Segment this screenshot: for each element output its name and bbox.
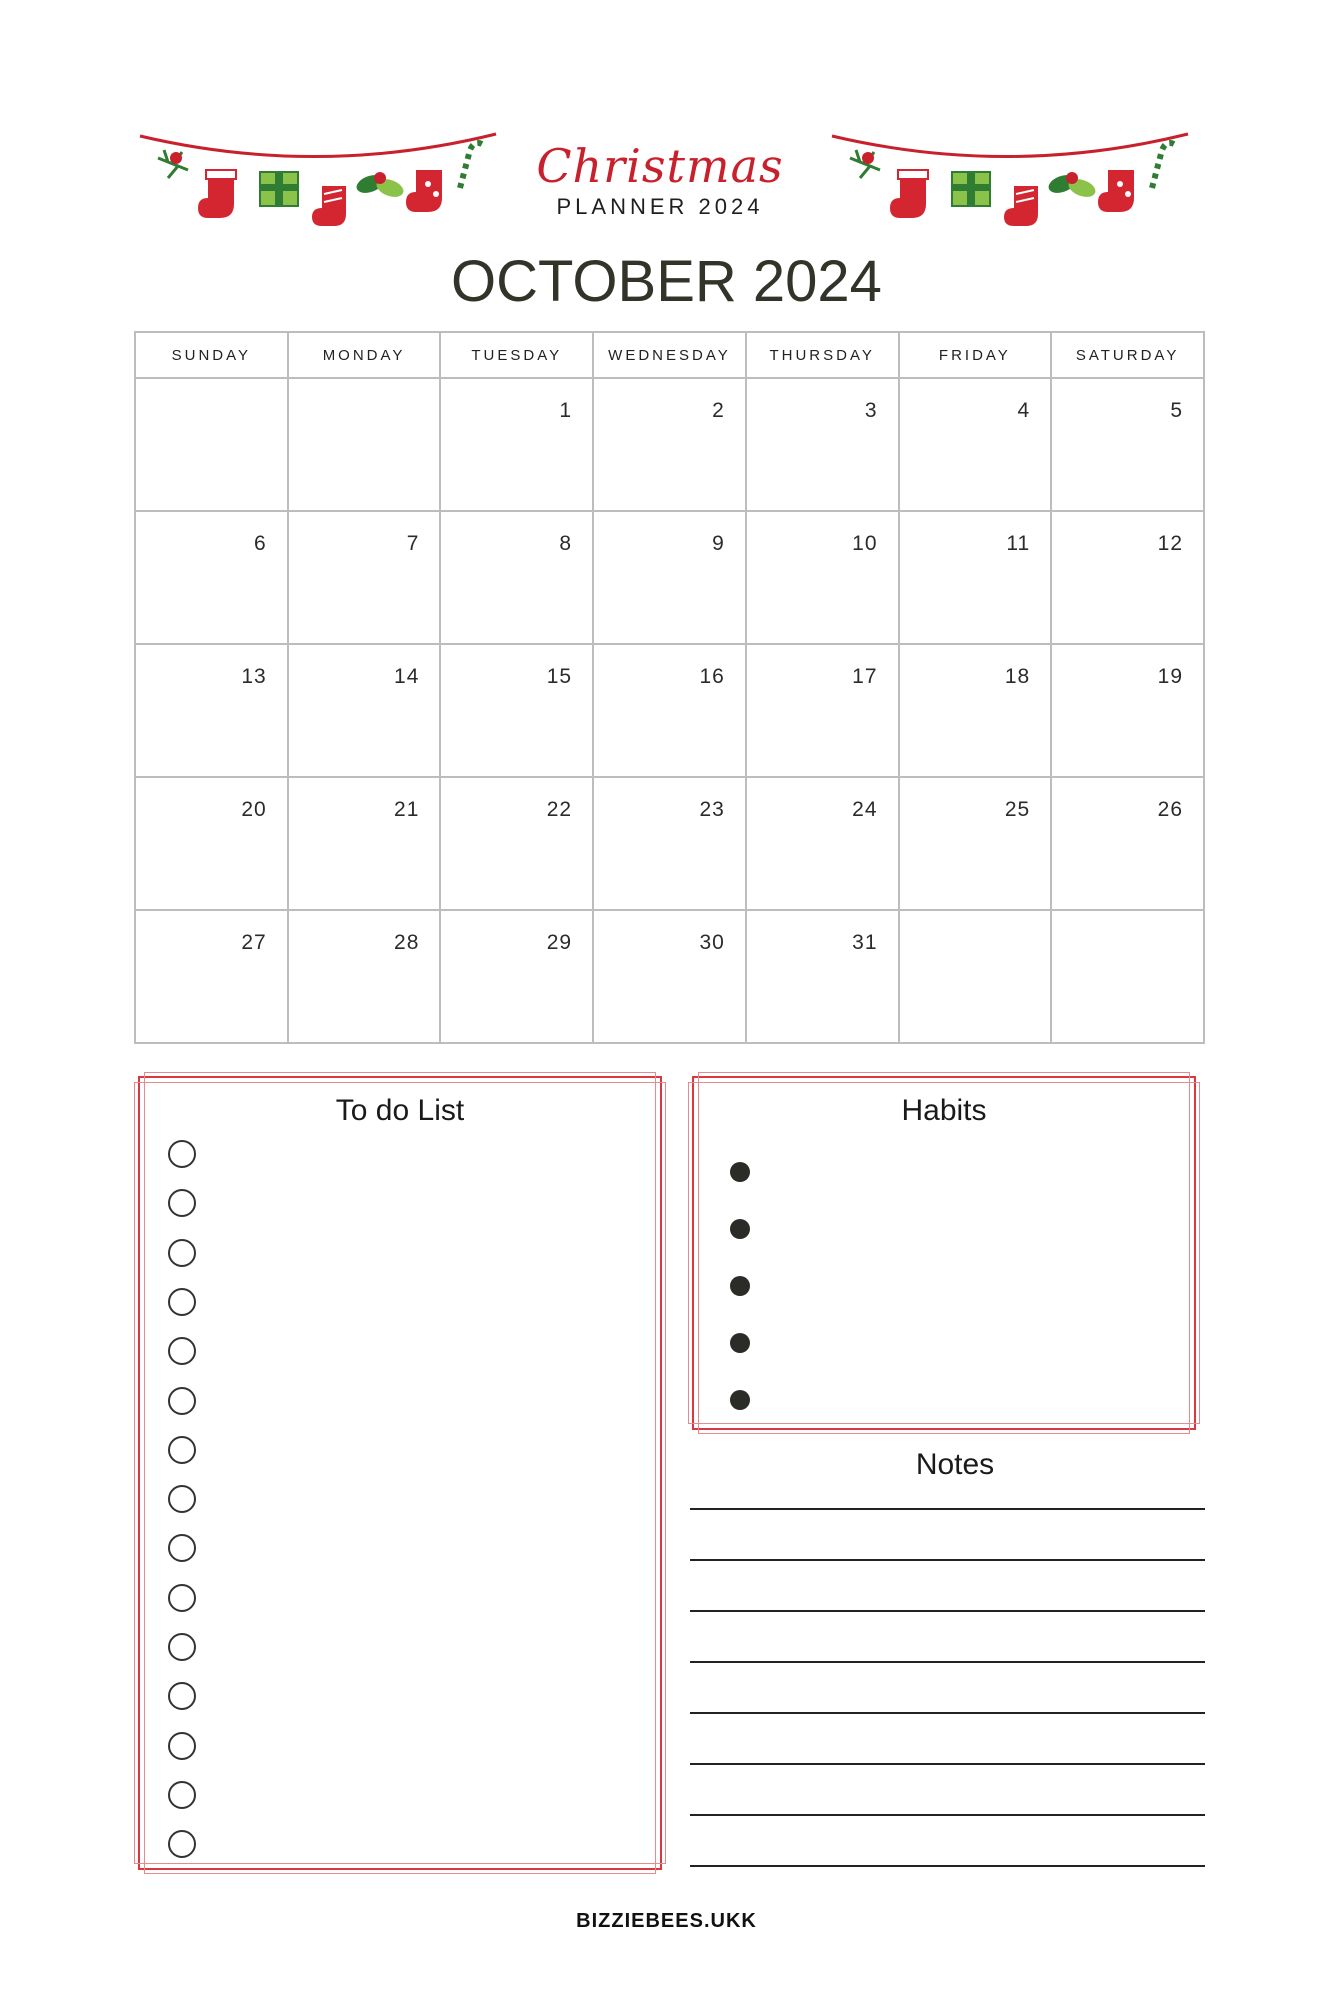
calendar-day-cell[interactable]	[135, 777, 288, 910]
calendar-day-cell[interactable]	[440, 511, 593, 644]
day-number: 12	[1157, 532, 1183, 555]
habit-bullet	[730, 1162, 750, 1182]
todo-checkbox[interactable]	[168, 1387, 196, 1415]
todo-checkbox[interactable]	[168, 1830, 196, 1858]
calendar-day-cell[interactable]	[288, 644, 441, 777]
weekday-header-row	[135, 332, 1204, 378]
day-number: 1	[559, 399, 573, 422]
calendar-day-cell[interactable]	[288, 511, 441, 644]
day-number: 3	[864, 399, 878, 422]
calendar-day-cell[interactable]	[899, 378, 1052, 511]
habit-bullet	[730, 1333, 750, 1353]
todo-checkbox[interactable]	[168, 1781, 196, 1809]
calendar-week-row	[135, 511, 1204, 644]
calendar-week-row	[135, 777, 1204, 910]
day-number: 18	[1004, 665, 1031, 688]
candy-cane-icon	[1152, 143, 1174, 188]
calendar-day-cell[interactable]	[899, 644, 1052, 777]
day-number: 19	[1157, 665, 1183, 688]
day-number: 13	[241, 665, 267, 688]
brand-subtitle: PLANNER 2024	[556, 194, 764, 219]
day-number: 10	[852, 532, 878, 555]
calendar-day-cell[interactable]	[1051, 777, 1204, 910]
todo-checkbox[interactable]	[168, 1288, 196, 1316]
todo-checkbox[interactable]	[168, 1239, 196, 1267]
brand-script-title: Christmas	[536, 139, 784, 193]
calendar-day-cell[interactable]	[135, 378, 288, 511]
note-line[interactable]	[690, 1559, 1205, 1561]
note-line[interactable]	[690, 1763, 1205, 1765]
note-line[interactable]	[690, 1610, 1205, 1612]
stocking-icon	[1004, 186, 1038, 226]
month-calendar	[134, 331, 1205, 1044]
todo-checkbox[interactable]	[168, 1732, 196, 1760]
calendar-day-cell[interactable]	[746, 910, 899, 1043]
stocking-icon	[406, 170, 442, 212]
calendar-day-cell[interactable]	[1051, 378, 1204, 511]
weekday-header: WEDNESDAY	[593, 332, 746, 378]
todo-checkbox[interactable]	[168, 1189, 196, 1217]
calendar-day-cell[interactable]	[288, 910, 441, 1043]
habit-bullet	[730, 1276, 750, 1296]
stocking-icon	[312, 186, 346, 226]
pine-sprig-icon	[850, 150, 880, 178]
note-line[interactable]	[690, 1814, 1205, 1816]
day-number: 24	[852, 798, 878, 821]
note-line[interactable]	[690, 1508, 1205, 1510]
calendar-day-cell[interactable]	[746, 777, 899, 910]
day-number: 15	[546, 665, 573, 688]
calendar-day-cell[interactable]	[135, 511, 288, 644]
holly-icon	[1046, 172, 1098, 201]
todo-checkbox[interactable]	[168, 1337, 196, 1365]
calendar-week-row	[135, 644, 1204, 777]
stocking-icon	[1098, 170, 1134, 212]
footer-brand: BIZZIEBEES.UKK	[576, 1910, 757, 1932]
day-number: 11	[1006, 532, 1031, 555]
weekday-header: TUESDAY	[440, 332, 593, 378]
weekday-header: THURSDAY	[746, 332, 899, 378]
day-number: 16	[699, 665, 725, 688]
day-number: 27	[241, 931, 267, 954]
day-number: 29	[546, 931, 573, 954]
candy-cane-icon	[460, 143, 482, 188]
calendar-day-cell[interactable]	[593, 644, 746, 777]
todo-checkbox[interactable]	[168, 1682, 196, 1710]
todo-checkbox[interactable]	[168, 1633, 196, 1661]
calendar-day-cell[interactable]	[440, 910, 593, 1043]
day-number: 7	[406, 532, 420, 555]
calendar-day-cell[interactable]	[1051, 511, 1204, 644]
calendar-day-cell[interactable]	[288, 378, 441, 511]
day-number: 5	[1170, 399, 1183, 422]
habits-box	[692, 1076, 1196, 1430]
day-number: 28	[394, 931, 420, 954]
calendar-day-cell[interactable]	[135, 910, 288, 1043]
day-number: 22	[546, 798, 573, 821]
day-number: 4	[1017, 399, 1031, 422]
todo-checkbox[interactable]	[168, 1436, 196, 1464]
day-number: 31	[852, 931, 878, 954]
calendar-day-cell[interactable]	[746, 378, 899, 511]
stocking-icon	[198, 170, 236, 218]
todo-checkbox[interactable]	[168, 1534, 196, 1562]
gift-icon	[952, 172, 990, 206]
day-number: 23	[699, 798, 725, 821]
todo-checkbox[interactable]	[168, 1485, 196, 1513]
habit-bullet	[730, 1219, 750, 1239]
holly-icon	[354, 172, 406, 201]
garland-right-decoration	[830, 128, 1190, 238]
calendar-day-cell[interactable]	[899, 511, 1052, 644]
weekday-header: SUNDAY	[135, 332, 288, 378]
todo-list-box	[138, 1076, 662, 1870]
day-number: 20	[241, 798, 267, 821]
calendar-day-cell[interactable]	[746, 511, 899, 644]
day-number: 26	[1157, 798, 1183, 821]
weekday-header: FRIDAY	[899, 332, 1052, 378]
weekday-header: MONDAY	[288, 332, 441, 378]
calendar-day-cell[interactable]	[746, 644, 899, 777]
habit-bullet	[730, 1390, 750, 1410]
calendar-day-cell[interactable]	[899, 777, 1052, 910]
todo-checkbox[interactable]	[168, 1140, 196, 1168]
garland-left-decoration	[138, 128, 498, 238]
calendar-day-cell[interactable]	[135, 644, 288, 777]
day-number: 6	[254, 532, 267, 555]
habits-title: Habits	[901, 1094, 987, 1127]
gift-icon	[260, 172, 298, 206]
calendar-day-cell[interactable]	[593, 378, 746, 511]
weekday-header: SATURDAY	[1051, 332, 1204, 378]
calendar-day-cell[interactable]	[593, 511, 746, 644]
day-number: 2	[712, 399, 725, 422]
note-line[interactable]	[690, 1661, 1205, 1663]
planner-brand	[500, 140, 820, 220]
calendar-day-cell[interactable]	[1051, 644, 1204, 777]
calendar-week-row	[135, 910, 1204, 1043]
calendar-day-cell[interactable]	[440, 378, 593, 511]
todo-checkbox[interactable]	[168, 1584, 196, 1612]
calendar-day-cell[interactable]	[1051, 910, 1204, 1043]
calendar-day-cell[interactable]	[440, 644, 593, 777]
calendar-day-cell[interactable]	[593, 910, 746, 1043]
stocking-icon	[890, 170, 928, 218]
day-number: 21	[394, 798, 420, 821]
pine-sprig-icon	[158, 150, 188, 178]
calendar-day-cell[interactable]	[288, 777, 441, 910]
calendar-day-cell[interactable]	[899, 910, 1052, 1043]
day-number: 14	[394, 665, 420, 688]
day-number: 9	[712, 532, 725, 555]
day-number: 8	[559, 532, 573, 555]
day-number: 30	[699, 931, 725, 954]
calendar-week-row	[135, 378, 1204, 511]
notes-title: Notes	[915, 1448, 995, 1481]
day-number: 17	[852, 665, 878, 688]
calendar-day-cell[interactable]	[440, 777, 593, 910]
calendar-day-cell[interactable]	[593, 777, 746, 910]
month-title: OCTOBER 2024	[451, 249, 882, 314]
note-line[interactable]	[690, 1865, 1205, 1867]
day-number: 25	[1004, 798, 1031, 821]
todo-list-title: To do List	[335, 1094, 465, 1127]
note-line[interactable]	[690, 1712, 1205, 1714]
